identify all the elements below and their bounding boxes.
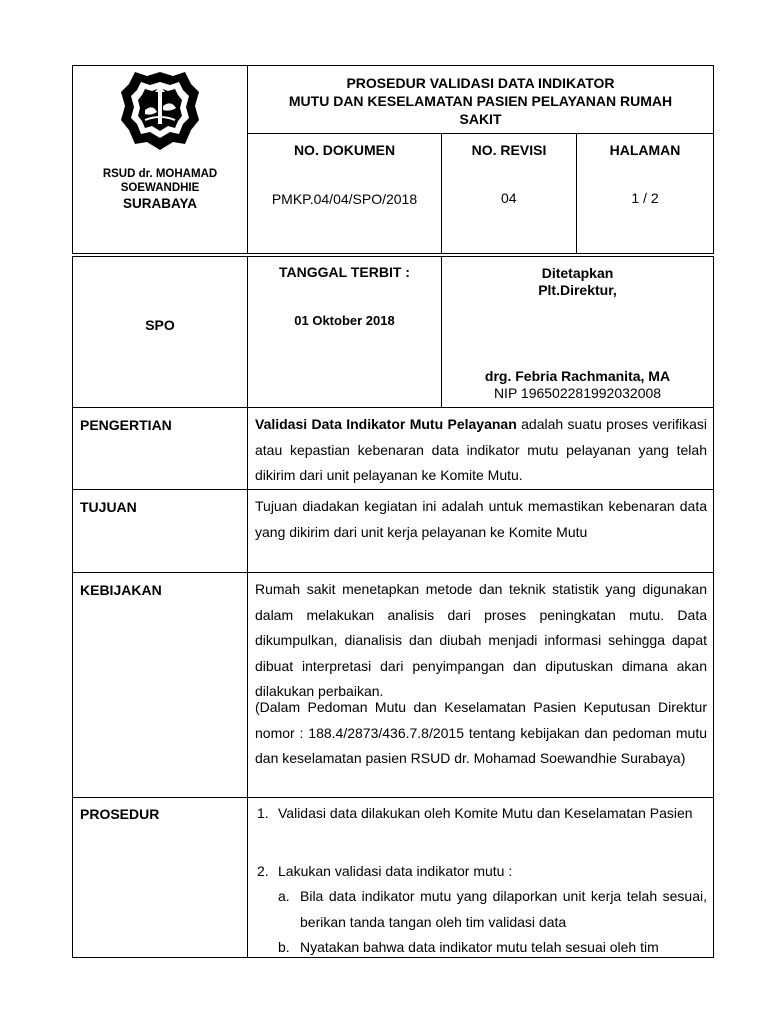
- pengertian-label: PENGERTIAN: [80, 417, 172, 433]
- doc-number-label: NO. DOKUMEN: [293, 142, 396, 158]
- pengertian-text: [255, 412, 707, 489]
- document-title-line1: PROSEDUR VALIDASI DATA INDIKATOR: [346, 75, 615, 91]
- kebijakan-text: Rumah sakit menetapkan metode dan teknik statistik yang digunakan dalam melakukan analisis dari proses peningkatan mutu. Data dikumpulkan, dianalisis dan diubah menjadi informasi sehingga dapat dibuat interpretasi dari penyimpangan dan diputuskan dimana akan dilakukan perbaikan.: [255, 581, 707, 699]
- procedure-step-2: [255, 859, 707, 885]
- document-title-line3: SAKIT: [459, 111, 502, 127]
- tujuan-text: Tujuan diadakan kegiatan ini adalah untuk memastikan kebenaran data yang dikirim dari unit kerja pelayanan ke Komite Mutu: [255, 498, 707, 540]
- substep-text: Bila data indikator mutu yang dilaporkan unit kerja telah sesuai, berikan tanda tangan oleh tim validasi data: [300, 888, 707, 930]
- page-label: HALAMAN: [609, 142, 681, 158]
- spo-label: SPO: [145, 317, 175, 333]
- document-title-line2: MUTU DAN KESELAMATAN PASIEN PELAYANAN RUMAH: [288, 93, 673, 109]
- org-name-line1: RSUD dr. MOHAMAD: [102, 168, 218, 180]
- step-text: Validasi data dilakukan oleh Komite Mutu dan Keselamatan Pasien: [278, 805, 693, 821]
- kebijakan-label: KEBIJAKAN: [80, 582, 162, 598]
- step-text: Lakukan validasi data indikator mutu :: [278, 863, 513, 879]
- step-number: 1.: [257, 805, 269, 821]
- set-by-line2: Plt.Direktur,: [538, 282, 617, 298]
- set-by-line1: Ditetapkan: [541, 265, 614, 281]
- revision-value: 04: [501, 190, 517, 206]
- org-name-line2: SOEWANDHIE: [120, 182, 200, 194]
- issue-date-label: TANGGAL TERBIT :: [279, 264, 410, 280]
- tujuan-label: TUJUAN: [80, 499, 137, 515]
- substep-letter: b.: [278, 939, 290, 955]
- substep-letter: a.: [278, 888, 290, 904]
- kebijakan-reference: (Dalam Pedoman Mutu dan Keselamatan Pasien Keputusan Direktur nomor : 188.4/2873/436.7.8/2015 tentang kebijakan dan pedoman mutu dan keselamatan pasien RSUD dr. Mohamad Soewandhie Surabaya): [255, 699, 707, 766]
- revision-label: NO. REVISI: [471, 142, 547, 158]
- procedure-substep-a: [278, 884, 707, 935]
- pengertian-term: Validasi Data Indikator Mutu Pelayanan: [255, 416, 517, 432]
- org-city: SURABAYA: [122, 196, 198, 211]
- issue-date-value: 01 Oktober 2018: [294, 313, 395, 328]
- doc-number-value: PMKP.04/04/SPO/2018: [271, 191, 418, 207]
- signer-name: drg. Febria Rachmanita, MA: [484, 368, 671, 384]
- procedure-substep-b: [278, 935, 707, 957]
- procedure-step-1: [255, 801, 707, 827]
- step-number: 2.: [257, 863, 269, 879]
- pengertian-definition: adalah suatu proses verifikasi atau kepastian kebenaran data indikator mutu pelayanan yang telah dikirim dari unit pelayanan ke Komite Mutu.: [255, 416, 708, 483]
- substep-text: Nyatakan bahwa data indikator mutu telah sesuai oleh tim: [300, 939, 659, 955]
- surabaya-city-emblem-icon: [115, 66, 205, 156]
- signer-nip: NIP 196502281992032008: [493, 385, 662, 401]
- page-value: 1 / 2: [631, 190, 659, 206]
- prosedur-label: PROSEDUR: [80, 806, 160, 822]
